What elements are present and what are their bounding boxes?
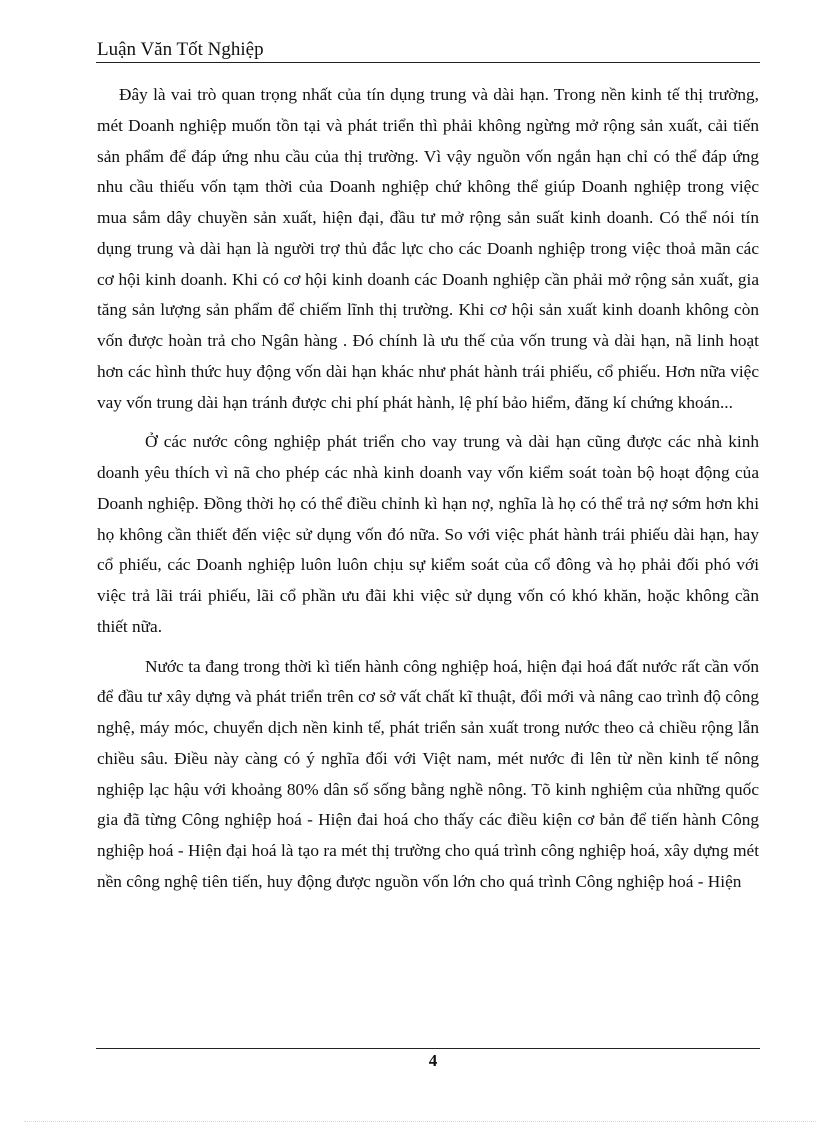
paragraph-1: Đây là vai trò quan trọng nhất của tín dụng trung và dài hạn. Trong nền kinh tế thị trường, mét Doanh nghiệp muốn tồn tại và phát triển thì phải không ngừng mở rộng sản xuất, cải tiến sản phẩm để đáp ứng nhu cầu của thị trường. Vì vậy nguồn vốn ngắn hạn chỉ có thể đáp ứng nhu cầu thiếu vốn tạm thời của Doanh nghiệp chứ không thể giúp Doanh nghiệp trong việc mua sắm dây chuyền sản xuất, hiện đại, đầu tư mở rộng sản suất kinh doanh. Có thể nói tín dụng trung và dài hạn là người trợ thủ đắc lực cho các Doanh nghiệp trong việc thoả mãn các cơ hội kinh doanh. Khi có cơ hội kinh doanh các Doanh nghiệp cần phải mở rộng sản xuất, gia tăng sản lượng sản phẩm để chiếm lĩnh thị trường. Khi cơ hội sản xuất kinh doanh không còn vốn được hoàn trả cho Ngân hàng . Đó chính là ưu thế của vốn trung và dài hạn, nã linh hoạt hơn các hình thức huy động vốn dài hạn khác như phát hành trái phiếu, cổ phiếu. Hơn nữa việc vay vốn trung dài hạn tránh được chi phí phát hành, lệ phí bảo hiểm, đăng kí chứng khoán...	[97, 85, 759, 412]
header-divider	[96, 62, 760, 63]
footer-divider	[96, 1048, 760, 1049]
body-text	[97, 80, 759, 898]
page-number: 4	[428, 1051, 438, 1070]
paragraph-3: Nước ta đang trong thời kì tiến hành công nghiệp hoá, hiện đại hoá đất nước rất cần vốn để đầu tư xây dựng và phát triển trên cơ sở vất chất kĩ thuật, đổi mới và nâng cao trình độ công nghệ, máy móc, chuyển dịch nền kinh tế, phát triển sản xuất trong nước theo cả chiều rộng lẫn chiều sâu. Điều này càng có ý nghĩa đối với Việt nam, mét nước đi lên từ nền kinh tế nông nghiệp lạc hậu với khoảng 80% dân số sống bằng nghề nông. Tõ kinh nghiệm của những quốc gia đã từng Công nghiệp hoá - Hiện đai hoá cho thấy các điều kiện cơ bản để tiến hành Công nghiệp hoá - Hiện đại hoá là tạo ra mét thị trường cho quá trình công nghiệp hoá, xây dựng mét nền công nghệ tiên tiến, huy động được nguồn vốn lớn cho quá trình Công nghiệp hoá - Hiện	[97, 656, 759, 891]
paragraph-2: Ở các nước công nghiệp phát triển cho vay trung và dài hạn cũng được các nhà kinh doanh yêu thích vì nã cho phép các nhà kinh doanh vay vốn kiểm soát toàn bộ hoạt động của Doanh nghiệp. Đồng thời họ có thể điều chỉnh kì hạn nợ, nghĩa là họ có thể trả nợ sớm hơn khi họ không cần thiết đến việc sử dụng vốn đó nữa. So với việc phát hành trái phiếu dài hạn, hay cổ phiếu, các Doanh nghiệp luôn luôn chịu sự kiểm soát của cổ đông và họ phải đối phó với việc trả lãi trái phiếu, lãi cổ phần ưu đãi khi việc sử dụng vốn có khó khăn, hoặc không cần thiết nữa.	[97, 432, 759, 636]
page-bottom-border	[24, 1121, 816, 1122]
header-title: Luận Văn Tốt Nghiệp	[97, 39, 264, 60]
